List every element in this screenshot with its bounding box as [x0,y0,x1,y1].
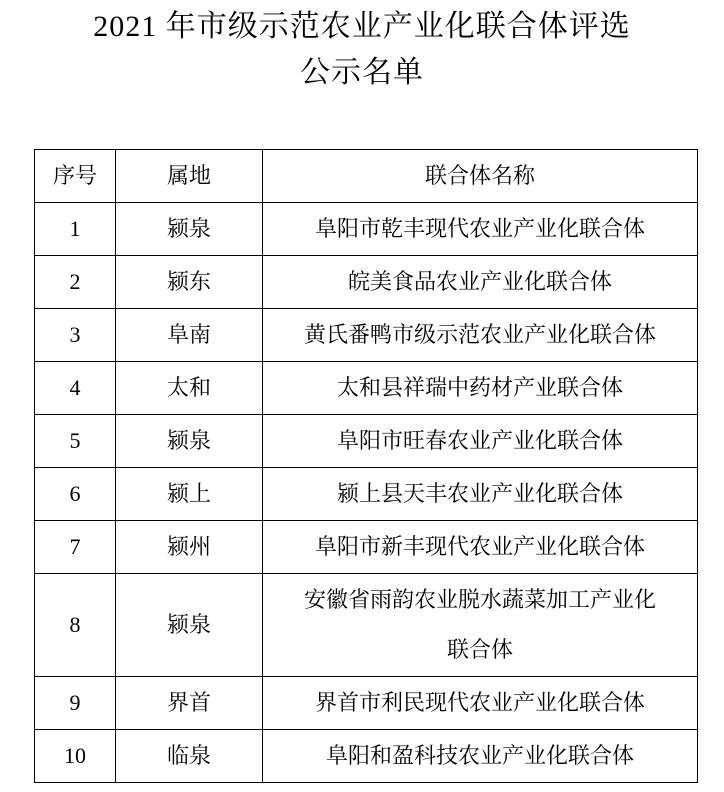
cell-name: 阜阳市新丰现代农业产业化联合体 [263,521,698,574]
page-title-line-2: 公示名单 [300,56,424,89]
header-no: 序号 [35,150,116,203]
table-row [35,730,698,783]
cell-no: 1 [35,203,116,256]
cell-no: 9 [35,677,116,730]
cell-no: 7 [35,521,116,574]
table-row [35,468,698,521]
table-row [35,203,698,256]
table-row [35,256,698,309]
cell-no: 8 [35,574,116,677]
table-body [35,203,698,783]
cell-name: 阜阳和盈科技农业产业化联合体 [263,730,698,783]
cell-no: 2 [35,256,116,309]
cell-no: 4 [35,362,116,415]
table-header-row [35,150,698,203]
table-row [35,574,698,677]
cell-name: 界首市利民现代农业产业化联合体 [263,677,698,730]
cell-name: 安徽省雨韵农业脱水蔬菜加工产业化联合体 [263,574,698,677]
cell-region: 颍泉 [116,203,263,256]
header-region: 属地 [116,150,263,203]
cell-region: 颍上 [116,468,263,521]
table-row [35,415,698,468]
cell-name: 太和县祥瑞中药材产业联合体 [263,362,698,415]
cell-no: 6 [35,468,116,521]
header-name: 联合体名称 [263,150,698,203]
table-row [35,309,698,362]
page-title-line-1: 2021 年市级示范农业产业化联合体评选 [93,10,631,43]
cell-region: 颍泉 [116,415,263,468]
cell-region: 界首 [116,677,263,730]
cell-name: 阜阳市旺春农业产业化联合体 [263,415,698,468]
cell-region: 太和 [116,362,263,415]
cell-name: 黄氏番鸭市级示范农业产业化联合体 [263,309,698,362]
cell-name: 颍上县天丰农业产业化联合体 [263,468,698,521]
cell-name: 皖美食品农业产业化联合体 [263,256,698,309]
cell-region: 临泉 [116,730,263,783]
cell-region: 阜南 [116,309,263,362]
page-title [0,0,724,96]
cell-no: 5 [35,415,116,468]
cell-region: 颍东 [116,256,263,309]
cell-no: 3 [35,309,116,362]
table-row [35,521,698,574]
cell-name: 阜阳市乾丰现代农业产业化联合体 [263,203,698,256]
consortium-table [34,149,698,783]
cell-region: 颍泉 [116,574,263,677]
table-row [35,362,698,415]
cell-no: 10 [35,730,116,783]
cell-region: 颍州 [116,521,263,574]
table-row [35,677,698,730]
